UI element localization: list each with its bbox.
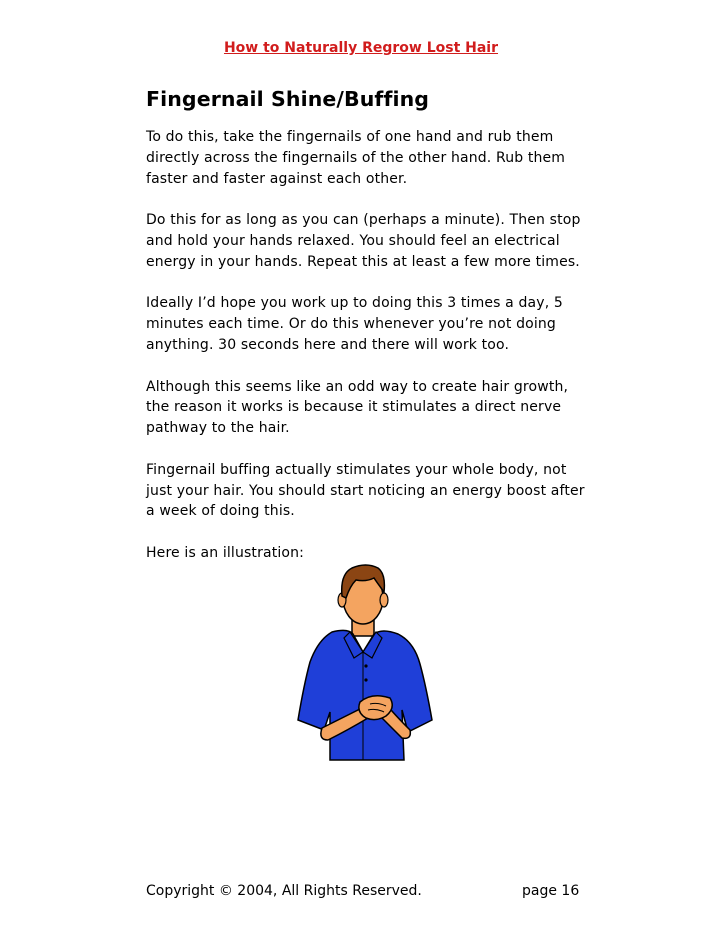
paragraph-3: Ideally I’d hope you work up to doing this 3 times a day, 5 minutes each time. Or do this whenever you’re not doing anything. 30 seconds here and there will work too. xyxy=(146,295,563,353)
copyright-text: Copyright © 2004, All Rights Reserved. xyxy=(146,883,422,899)
man-buffing-fingernails-illustration xyxy=(290,562,440,772)
paragraph-4: Although this seems like an odd way to create hair growth, the reason it works is because it stimulates a direct nerve pathway to the hair. xyxy=(146,378,569,437)
document-header xyxy=(0,40,728,56)
page-number: page 16 xyxy=(522,883,580,899)
section-title: Fingernail Shine/Buffing xyxy=(146,87,430,111)
paragraph-6: Here is an illustration: xyxy=(146,544,304,561)
paragraph-5: Fingernail buffing actually stimulates your whole body, not just your hair. You should start noticing an energy boost after a week of doing this. xyxy=(146,461,585,520)
body-text xyxy=(146,127,596,585)
paragraph-2: Do this for as long as you can (perhaps a minute). Then stop and hold your hands relaxed. You should feel an electrical energy in your hands. Repeat this at least a few more times. xyxy=(146,212,581,270)
header-title: How to Naturally Regrow Lost Hair xyxy=(223,40,499,56)
paragraph-1: To do this, take the fingernails of one hand and rub them directly across the fingernails of the other hand. Rub them faster and faster against each other. xyxy=(146,129,566,187)
